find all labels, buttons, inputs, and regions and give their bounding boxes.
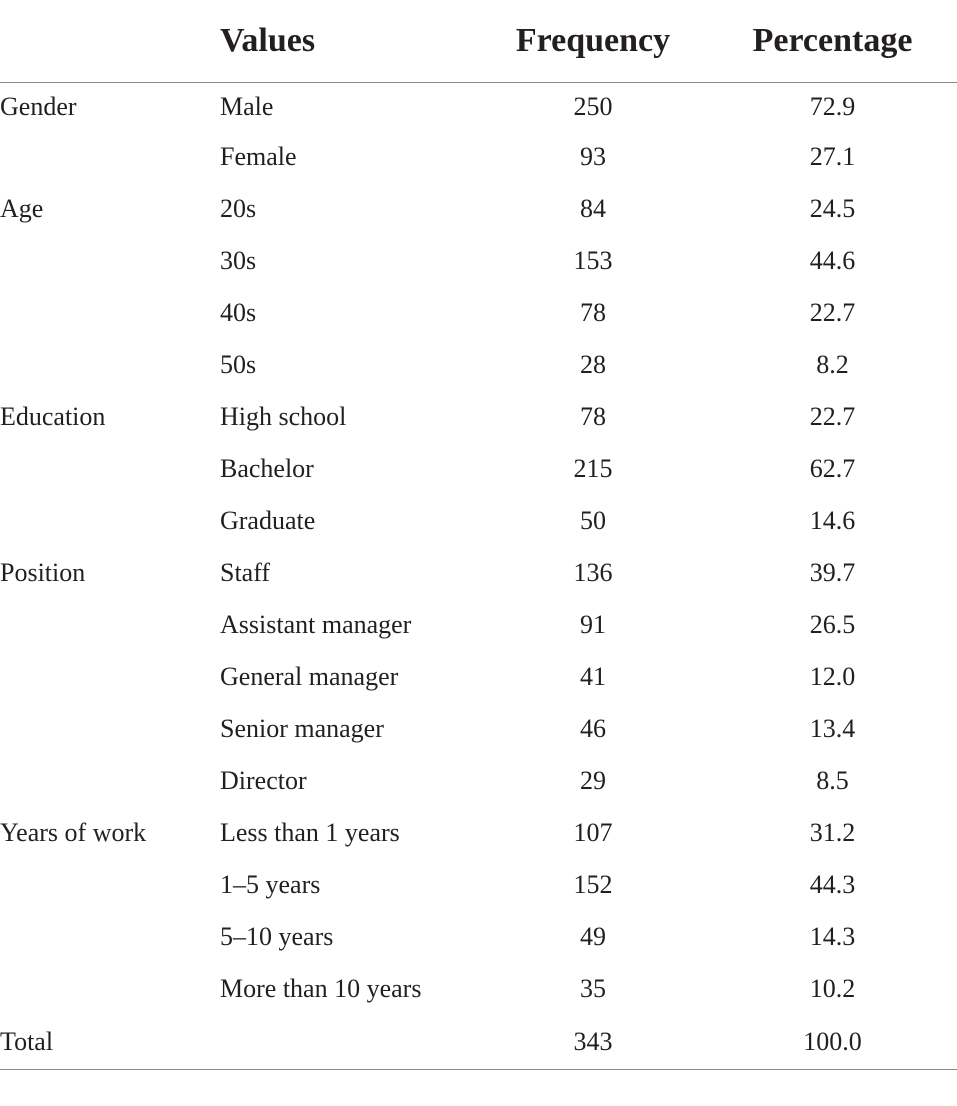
percentage-cell: 22.7 bbox=[809, 298, 856, 327]
category-cell: Total bbox=[0, 1015, 218, 1070]
header-category bbox=[0, 0, 218, 83]
header-percentage: Percentage bbox=[678, 0, 957, 83]
value-cell: 20s bbox=[220, 194, 257, 223]
table-row bbox=[0, 131, 957, 183]
category-cell bbox=[0, 651, 218, 703]
percentage-cell: 44.6 bbox=[809, 246, 856, 275]
frequency-cell: 250 bbox=[573, 92, 613, 121]
value-cell: 50s bbox=[220, 350, 257, 379]
table-body bbox=[0, 83, 957, 1070]
value-cell: Staff bbox=[220, 558, 271, 587]
table-row bbox=[0, 651, 957, 703]
frequency-cell: 152 bbox=[573, 870, 613, 899]
frequency-cell: 35 bbox=[580, 974, 606, 1003]
table-row bbox=[0, 963, 957, 1015]
category-cell bbox=[0, 599, 218, 651]
value-cell: Director bbox=[220, 766, 307, 795]
table-row bbox=[0, 807, 957, 859]
table-row bbox=[0, 287, 957, 339]
category-cell: Education bbox=[0, 402, 106, 431]
value-cell: 1–5 years bbox=[220, 870, 321, 899]
frequency-cell: 28 bbox=[580, 350, 606, 379]
category-cell bbox=[0, 703, 218, 755]
percentage-cell: 44.3 bbox=[809, 870, 856, 899]
frequency-cell: 46 bbox=[580, 714, 606, 743]
category-cell: Age bbox=[0, 194, 44, 223]
value-cell: Bachelor bbox=[220, 454, 314, 483]
frequency-cell: 41 bbox=[580, 662, 606, 691]
percentage-cell: 13.4 bbox=[809, 714, 856, 743]
value-cell: Assistant manager bbox=[220, 610, 412, 639]
category-cell: Gender bbox=[0, 92, 77, 121]
frequency-cell: 29 bbox=[580, 766, 606, 795]
table-row bbox=[0, 495, 957, 547]
frequency-cell: 78 bbox=[580, 298, 606, 327]
table-row bbox=[0, 235, 957, 287]
value-cell: Graduate bbox=[220, 506, 316, 535]
table-row bbox=[0, 339, 957, 391]
percentage-cell: 27.1 bbox=[809, 142, 856, 171]
frequency-cell: 50 bbox=[580, 506, 606, 535]
header-frequency: Frequency bbox=[508, 0, 678, 83]
table-row bbox=[0, 83, 957, 132]
category-cell bbox=[0, 755, 218, 807]
frequency-cell: 78 bbox=[580, 402, 606, 431]
category-cell bbox=[0, 495, 218, 547]
category-cell: Years of work bbox=[0, 818, 147, 847]
table-row bbox=[0, 911, 957, 963]
category-cell bbox=[0, 131, 218, 183]
table-row bbox=[0, 547, 957, 599]
percentage-cell: 62.7 bbox=[809, 454, 856, 483]
value-cell: 40s bbox=[220, 298, 257, 327]
value-cell: Female bbox=[220, 142, 297, 171]
value-cell: High school bbox=[220, 402, 347, 431]
percentage-cell: 12.0 bbox=[809, 662, 856, 691]
percentage-cell: 72.9 bbox=[809, 92, 856, 121]
frequency-cell: 49 bbox=[580, 922, 606, 951]
category-cell bbox=[0, 339, 218, 391]
table-row bbox=[0, 1015, 957, 1070]
percentage-cell: 26.5 bbox=[809, 610, 856, 639]
table-header bbox=[0, 0, 957, 83]
value-cell: 30s bbox=[220, 246, 257, 275]
table-row bbox=[0, 391, 957, 443]
percentage-cell: 100.0 bbox=[678, 1015, 957, 1070]
value-cell: Less than 1 years bbox=[220, 818, 400, 847]
category-cell bbox=[0, 911, 218, 963]
percentage-cell: 14.6 bbox=[809, 506, 856, 535]
percentage-cell: 8.5 bbox=[816, 766, 849, 795]
frequency-cell: 343 bbox=[508, 1015, 678, 1070]
table-row bbox=[0, 443, 957, 495]
frequency-cell: 153 bbox=[573, 246, 613, 275]
percentage-cell: 39.7 bbox=[809, 558, 856, 587]
category-cell bbox=[0, 287, 218, 339]
category-cell bbox=[0, 443, 218, 495]
value-cell bbox=[218, 1015, 508, 1070]
category-cell bbox=[0, 963, 218, 1015]
value-cell: More than 10 years bbox=[220, 974, 422, 1003]
table-row bbox=[0, 703, 957, 755]
percentage-cell: 22.7 bbox=[809, 402, 856, 431]
percentage-cell: 8.2 bbox=[816, 350, 849, 379]
value-cell: Senior manager bbox=[220, 714, 384, 743]
frequency-cell: 136 bbox=[573, 558, 613, 587]
value-cell: Male bbox=[220, 92, 274, 121]
frequency-cell: 91 bbox=[580, 610, 606, 639]
frequency-cell: 107 bbox=[573, 818, 613, 847]
percentage-cell: 14.3 bbox=[809, 922, 856, 951]
category-cell bbox=[0, 859, 218, 911]
frequency-cell: 93 bbox=[580, 142, 606, 171]
frequency-cell: 84 bbox=[580, 194, 606, 223]
table-row bbox=[0, 183, 957, 235]
table-row bbox=[0, 599, 957, 651]
frequency-cell: 215 bbox=[573, 454, 613, 483]
percentage-cell: 24.5 bbox=[809, 194, 856, 223]
value-cell: 5–10 years bbox=[220, 922, 334, 951]
header-values: Values bbox=[218, 0, 508, 83]
percentage-cell: 31.2 bbox=[809, 818, 856, 847]
percentage-cell: 10.2 bbox=[809, 974, 856, 1003]
header-row bbox=[0, 0, 957, 83]
category-cell bbox=[0, 235, 218, 287]
value-cell: General manager bbox=[220, 662, 399, 691]
category-cell: Position bbox=[0, 558, 86, 587]
table-row bbox=[0, 859, 957, 911]
table-row bbox=[0, 755, 957, 807]
